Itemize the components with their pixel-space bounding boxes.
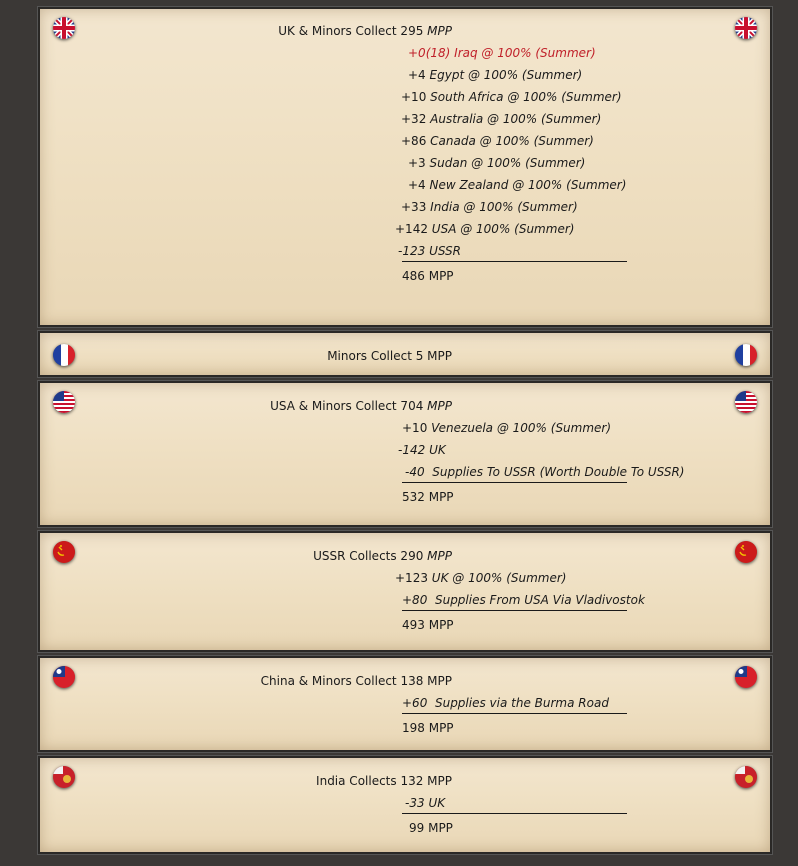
panel-title: USA & Minors Collect 704 MPP bbox=[270, 399, 452, 413]
total-value: 532 MPP bbox=[402, 490, 454, 504]
china-flag-icon bbox=[53, 666, 75, 688]
uk-flag-icon bbox=[735, 17, 757, 39]
income-line: +33 India @ 100% (Summer) bbox=[401, 200, 578, 214]
india-flag-icon bbox=[735, 766, 757, 788]
panel-title: Minors Collect 5 MPP bbox=[327, 349, 452, 363]
usa-flag-icon bbox=[53, 391, 75, 413]
ussr-flag-icon bbox=[53, 541, 75, 563]
income-line: +10 South Africa @ 100% (Summer) bbox=[401, 90, 622, 104]
ussr-collect-panel bbox=[38, 531, 772, 652]
uk-collect-panel bbox=[38, 7, 772, 327]
income-line: +3 Sudan @ 100% (Summer) bbox=[408, 156, 586, 170]
income-line: +4 Egypt @ 100% (Summer) bbox=[408, 68, 583, 82]
china-flag-icon bbox=[735, 666, 757, 688]
france-flag-icon bbox=[735, 344, 757, 366]
income-line: +10 Venezuela @ 100% (Summer) bbox=[402, 421, 612, 435]
income-line: -123 USSR bbox=[398, 244, 461, 258]
income-line: -33 UK bbox=[405, 796, 446, 810]
total-value: 486 MPP bbox=[402, 269, 454, 283]
income-line: -40 Supplies To USSR (Worth Double To USSR) bbox=[405, 465, 685, 479]
sum-rule bbox=[402, 261, 627, 262]
china-collect-panel bbox=[38, 656, 772, 752]
sum-rule bbox=[402, 813, 627, 814]
income-line: +60 Supplies via the Burma Road bbox=[402, 696, 609, 710]
income-line: +123 UK @ 100% (Summer) bbox=[395, 571, 567, 585]
income-line: +142 USA @ 100% (Summer) bbox=[395, 222, 575, 236]
panel-title: China & Minors Collect 138 MPP bbox=[260, 674, 452, 688]
india-flag-icon bbox=[53, 766, 75, 788]
sum-rule bbox=[402, 610, 627, 611]
usa-flag-icon bbox=[735, 391, 757, 413]
india-collect-panel bbox=[38, 756, 772, 854]
france-flag-icon bbox=[53, 344, 75, 366]
income-line: +32 Australia @ 100% (Summer) bbox=[401, 112, 602, 126]
panel-title: India Collects 132 MPP bbox=[316, 774, 452, 788]
total-value: 493 MPP bbox=[402, 618, 454, 632]
france-collect-panel bbox=[38, 331, 772, 377]
sum-rule bbox=[402, 482, 627, 483]
income-line: -142 UK bbox=[398, 443, 446, 457]
uk-flag-icon bbox=[53, 17, 75, 39]
usa-collect-panel bbox=[38, 381, 772, 527]
income-line: +86 Canada @ 100% (Summer) bbox=[401, 134, 594, 148]
total-value: 99 MPP bbox=[409, 821, 453, 835]
sum-rule bbox=[402, 713, 627, 714]
income-line: +4 New Zealand @ 100% (Summer) bbox=[408, 178, 627, 192]
panel-title: USSR Collects 290 MPP bbox=[313, 549, 452, 563]
total-value: 198 MPP bbox=[402, 721, 454, 735]
panel-title: UK & Minors Collect 295 MPP bbox=[278, 24, 452, 38]
income-line: +0(18) Iraq @ 100% (Summer) bbox=[408, 46, 596, 60]
ussr-flag-icon bbox=[735, 541, 757, 563]
income-line: +80 Supplies From USA Via Vladivostok bbox=[402, 593, 645, 607]
